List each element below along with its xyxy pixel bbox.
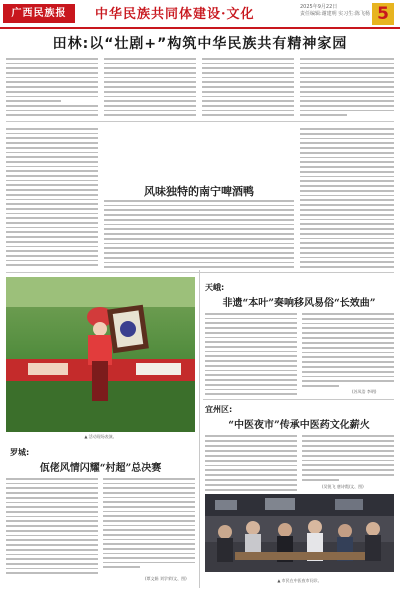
divider xyxy=(199,270,200,588)
story-title-tiane: 非遗“本叶”奏响移风易俗“长效曲” xyxy=(222,298,376,309)
story-title-luocheng: 佤佬风情闪耀“村超”总决赛 xyxy=(39,463,162,474)
story-kicker-yizhou: 宜州区: xyxy=(205,405,233,414)
performance-photo xyxy=(6,277,195,432)
page-number: 5 xyxy=(372,3,394,25)
story-byline: (苏凤浩 李明) xyxy=(352,389,377,394)
main-headline: 田林:以“壮剧+”构筑中华民族共有精神家园 xyxy=(52,36,348,52)
story-title-beer-duck: 风味独特的南宁啤酒鸭 xyxy=(144,185,254,198)
story-byline: (吴锐飞 唐诗霞/文、图) xyxy=(322,484,364,489)
photo-caption: ▲ 活动现场表演。 xyxy=(84,434,117,439)
main-story-col-2 xyxy=(104,58,196,116)
editor-line: 责任编辑:谢建明 实习生:陈飞杨 xyxy=(300,11,370,17)
section-title: 中华民族共同体建设·文化 xyxy=(95,7,255,22)
story-title-yizhou: “中医夜市”传承中医药文化薪火 xyxy=(228,420,370,431)
story-yizhou-text-1 xyxy=(205,435,297,491)
main-story-col-1 xyxy=(6,58,98,116)
divider xyxy=(6,121,394,122)
story-luocheng-text-1 xyxy=(6,478,98,574)
story-kicker-luocheng: 罗城: xyxy=(10,448,30,457)
story-yizhou-text-2 xyxy=(302,435,394,481)
story-tiane-text-2 xyxy=(302,313,394,387)
story-tiane-text-1 xyxy=(205,313,297,395)
main-story-col-3 xyxy=(202,58,294,116)
divider xyxy=(203,399,394,400)
story-byline: (覃文娟 刘学荣/文、图) xyxy=(145,576,187,581)
page-header xyxy=(0,0,400,28)
night-market-photo xyxy=(205,494,394,572)
header-rule xyxy=(0,27,400,29)
date-line: 2025年9月22日 xyxy=(300,4,338,10)
newspaper-logo: 广西民族报 xyxy=(3,4,75,23)
story-kicker-tiane: 天峨: xyxy=(205,283,225,292)
story-luocheng-text-2 xyxy=(103,478,195,568)
right-text-col-top xyxy=(300,128,394,268)
main-story-col-4 xyxy=(300,58,394,116)
story-beer-duck-text xyxy=(104,200,294,268)
divider xyxy=(6,272,394,273)
photo-caption: ▲ 市民在中医夜市问诊。 xyxy=(277,578,322,583)
left-text-col xyxy=(6,128,98,266)
header-meta xyxy=(300,4,370,18)
